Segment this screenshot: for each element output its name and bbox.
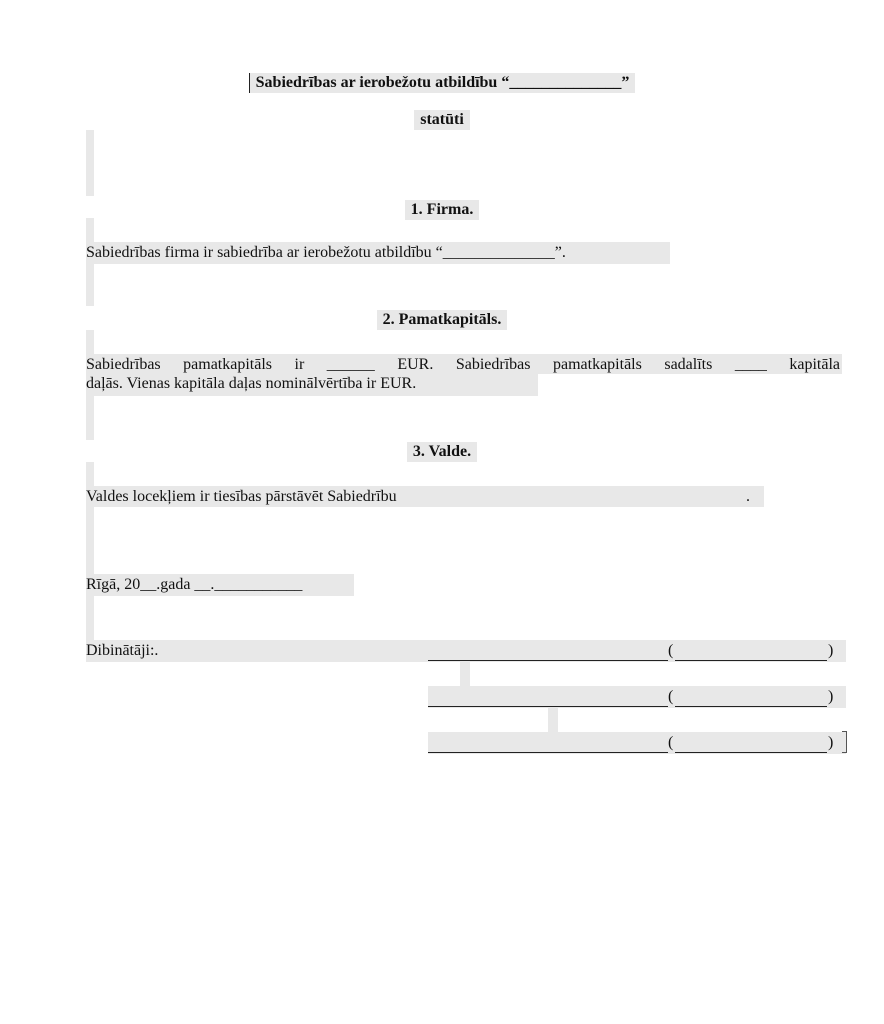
signature-line-2	[428, 689, 668, 707]
signature-paren-close: )	[828, 642, 834, 659]
signature-paren-close: )	[828, 734, 834, 751]
name-line-3	[675, 735, 827, 753]
document-title: Sabiedrības ar ierobežotu atbildību “______________”	[0, 74, 884, 92]
signature-line-3	[428, 735, 668, 753]
section-text-firma: Sabiedrības firma ir sabiedrība ar ierobežotu atbildību “______________”.	[86, 244, 566, 261]
section-text-pamatkapitals: Sabiedrības pamatkapitāls ir ______ EUR. Sabiedrības pamatkapitāls sadalīts ____ kapitāla daļās. Vienas kapitāla daļas nominālvērtība ir EUR.	[86, 356, 840, 392]
paragraph-end-mark	[842, 731, 847, 753]
section-heading-firma: 1. Firma.	[0, 201, 884, 219]
signature-paren-open: (	[668, 688, 674, 705]
margin-bar	[548, 708, 558, 732]
name-line-2	[675, 689, 827, 707]
signature-paren-open: (	[668, 734, 674, 751]
margin-bar	[86, 130, 94, 196]
section-text-valde: Valdes locekļiem ir tiesības pārstāvēt Sabiedrību	[86, 488, 397, 505]
section-text-valde-end: .	[746, 488, 750, 505]
section-heading-valde: 3. Valde.	[0, 443, 884, 461]
signature-line-1	[428, 643, 668, 661]
document-subtitle: statūti	[0, 111, 884, 129]
name-line-1	[675, 643, 827, 661]
signature-paren-close: )	[828, 688, 834, 705]
founders-label: Dibinātāji:.	[86, 642, 159, 659]
signature-paren-open: (	[668, 642, 674, 659]
place-date-line: Rīgā, 20__.gada __.___________	[86, 576, 303, 593]
margin-bar	[460, 662, 470, 686]
section-heading-pamatkapitals: 2. Pamatkapitāls.	[0, 311, 884, 329]
